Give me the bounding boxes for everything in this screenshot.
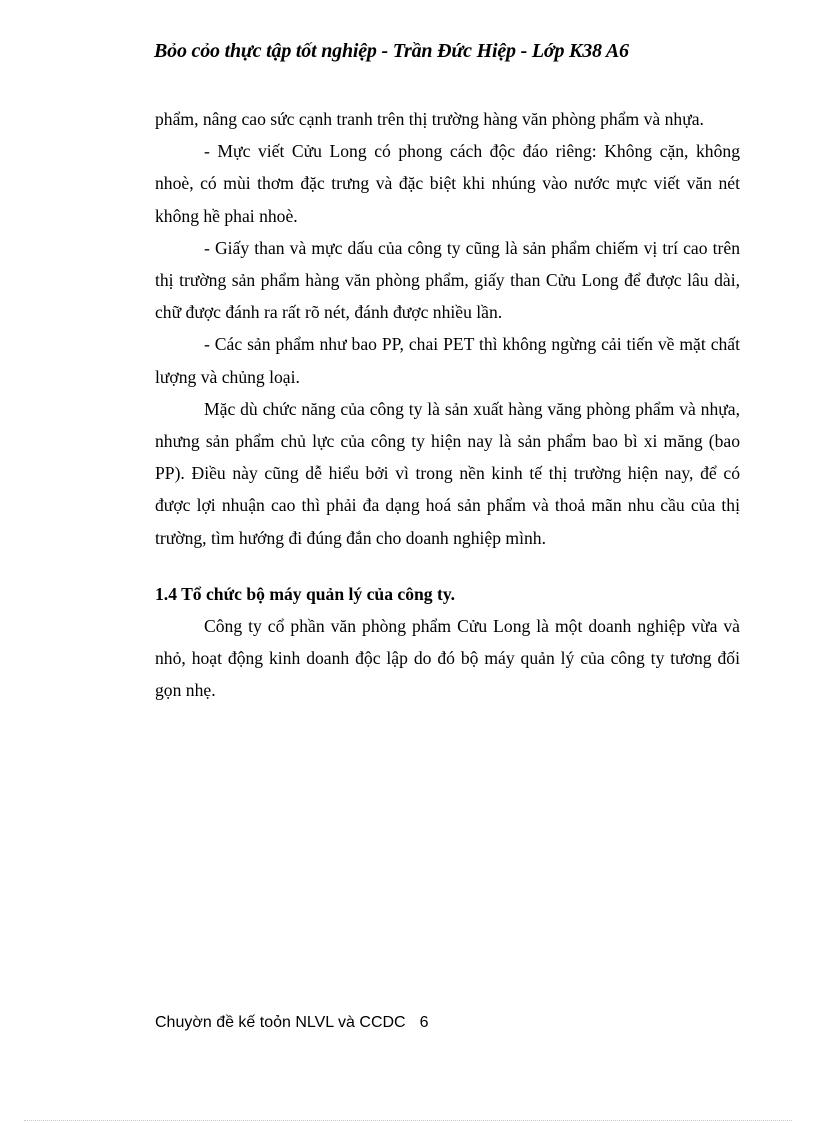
page-number: 6 — [419, 1014, 429, 1031]
page-divider — [24, 1120, 792, 1121]
footer-topic: Chuyờn đề kế toỏn NLVL và CCDC — [155, 1014, 406, 1031]
page-footer — [155, 1014, 429, 1032]
running-header: Bỏo cỏo thực tập tốt nghiệp - Trần Đức Hiệp - Lớp K38 A6 — [154, 40, 629, 62]
paragraph-management: Công ty cổ phần văn phòng phẩm Cửu Long là một doanh nghiệp vừa và nhỏ, hoạt động kinh doanh độc lập do đó bộ máy quản lý của công ty tương đối gọn nhẹ. — [155, 616, 740, 701]
document-body — [155, 103, 740, 707]
section-heading: 1.4 Tổ chức bộ máy quản lý của công ty. — [155, 583, 456, 604]
section-spacer — [155, 554, 740, 578]
paragraph-continuation: phẩm, nâng cao sức cạnh tranh trên thị trường hàng văn phòng phẩm và nhựa. — [155, 109, 704, 129]
paragraph-carbon-paper: - Giấy than và mực dấu của công ty cũng là sản phẩm chiếm vị trí cao trên thị trường sản phẩm hàng văn phòng phẩm, giấy than Cửu Long để được lâu dài, chữ được đánh ra rất rõ nét, đánh được nhiều lần. — [155, 237, 740, 323]
paragraph-ink-product: - Mực viết Cửu Long có phong cách độc đáo riêng: Không cặn, không nhoè, có mùi thơm đặc trưng và đặc biệt khi nhúng vào nước mực viết văn nét không hề phai nhoè. — [155, 141, 740, 226]
paragraph-main-product: Mặc dù chức năng của công ty là sản xuất hàng văng phòng phẩm và nhựa, nhưng sản phẩm chủ lực của công ty hiện nay là sản phẩm bao bì xi măng (bao PP). Điều này cũng dễ hiểu bởi vì trong nền kinh tế thị trường hiện nay, để có được lợi nhuận cao thì phải đa dạng hoá sản phẩm và thoả mãn nhu cầu của thị trường, tìm hướng đi đúng đắn cho doanh nghiệp mình. — [155, 398, 740, 548]
paragraph-pp-pet: - Các sản phẩm như bao PP, chai PET thì không ngừng cải tiến về mặt chất lượng và chủng loại. — [155, 334, 740, 387]
